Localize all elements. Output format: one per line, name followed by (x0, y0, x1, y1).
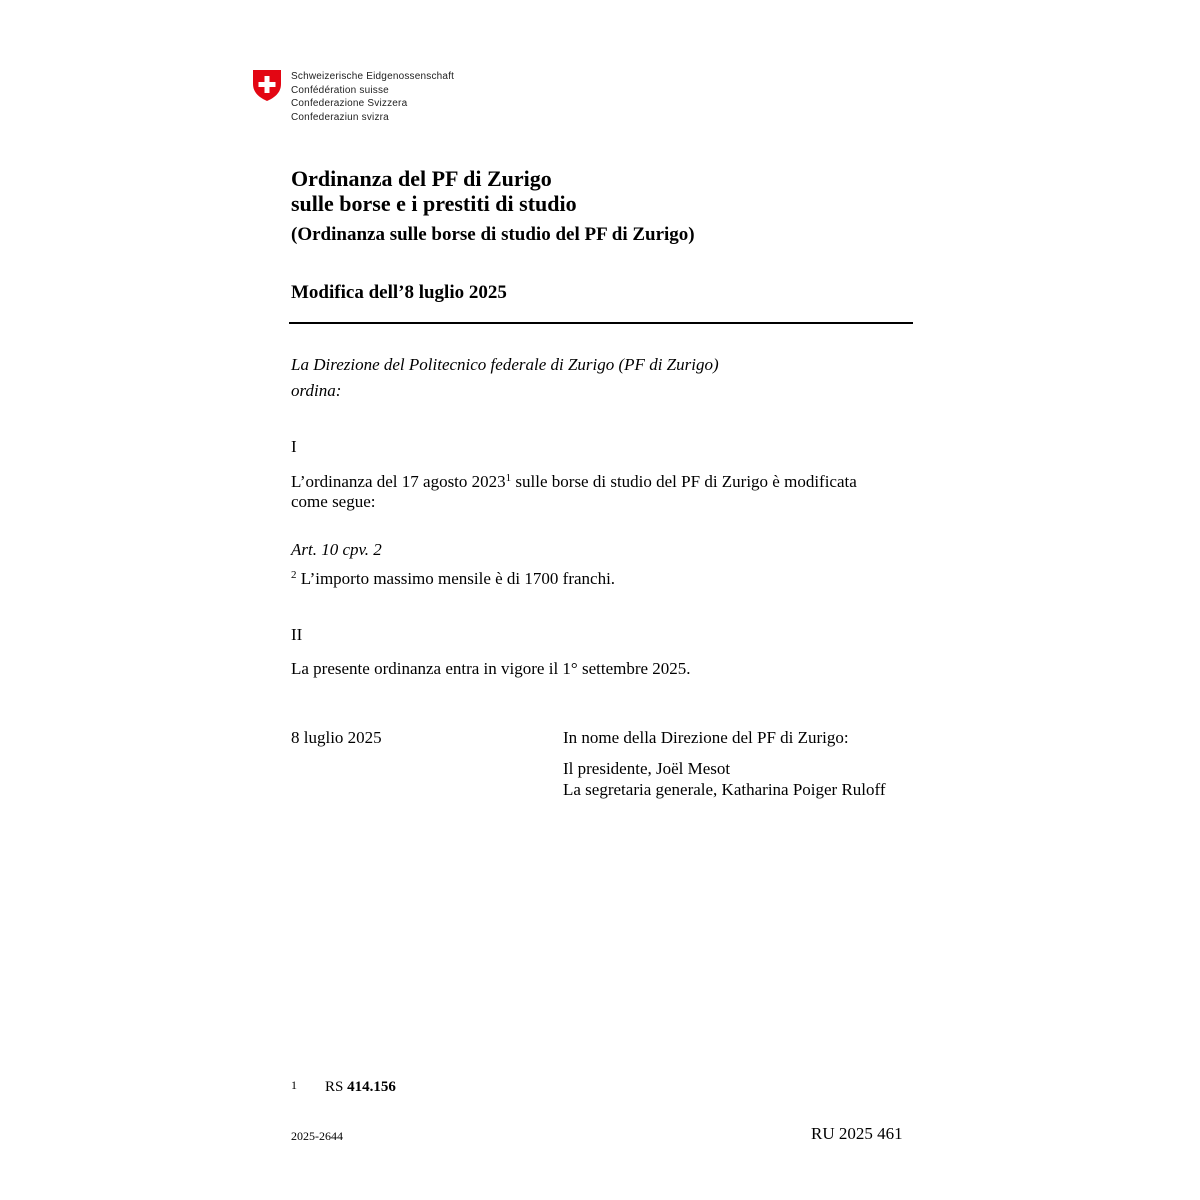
preamble-authority: La Direzione del Politecnico federale di Zurigo (PF di Zurigo) (291, 355, 719, 374)
document-title (291, 166, 577, 216)
section-1-text-before: L’ordinanza del 17 agosto 2023 (291, 472, 506, 491)
footnote-prefix: RS (325, 1079, 348, 1095)
preamble-ordains: ordina: (291, 381, 342, 400)
confederation-de: Schweizerische Eidgenossenschaft (291, 71, 455, 82)
paragraph-text: L’importo massimo mensile è di 1700 franchi. (296, 569, 616, 588)
footnote-number: 1 (291, 1078, 297, 1092)
confederation-it: Confederazione Svizzera (291, 98, 408, 110)
confederation-fr: Confédération suisse (291, 84, 389, 96)
title-line-2: sulle borse e i prestiti di studio (291, 191, 577, 216)
official-reference: RU 2025 461 (811, 1124, 903, 1143)
signature-on-behalf: In nome della Direzione del PF di Zurigo: (563, 728, 849, 747)
section-1-text (291, 471, 857, 495)
signature-secretary: La segretaria generale, Katharina Poiger Ruloff (563, 780, 886, 799)
swiss-coat-of-arms-icon (252, 69, 282, 102)
confederation-rm: Confederaziun svizra (291, 111, 389, 123)
section-numeral-1: I (291, 437, 297, 456)
section-2-text: La presente ordinanza entra in vigore il 1° settembre 2025. (291, 659, 691, 678)
footnote-reference[interactable]: 1 (505, 472, 512, 484)
title-divider (289, 322, 913, 324)
article-reference: Art. 10 cpv. 2 (291, 540, 382, 559)
footnote-reference-number[interactable]: 414.156 (347, 1079, 396, 1095)
short-title: (Ordinanza sulle borse di studio del PF di Zurigo) (291, 224, 695, 245)
amendment-heading: Modifica dell’8 luglio 2025 (291, 282, 507, 303)
section-1-text-line-2: come segue: (291, 492, 376, 511)
document-number: 2025-2644 (291, 1129, 343, 1143)
paragraph-2 (291, 568, 615, 592)
signature-president: Il presidente, Joël Mesot (563, 759, 731, 778)
paragraph-number: 2 (291, 569, 297, 581)
title-line-1: Ordinanza del PF di Zurigo (291, 166, 552, 191)
footnote-text (325, 1079, 396, 1096)
section-1-text-after: sulle borse di studio del PF di Zurigo è modificata (511, 472, 857, 491)
section-numeral-2: II (291, 625, 303, 644)
signature-date: 8 luglio 2025 (291, 728, 382, 747)
confederation-header (291, 70, 454, 124)
